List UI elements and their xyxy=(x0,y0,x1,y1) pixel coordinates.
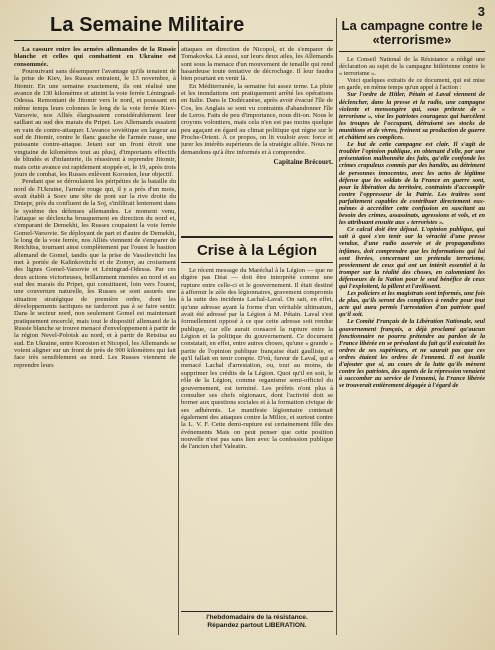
article-paragraph: Sur l'ordre de Hitler, Pétain et Laval viennent de déclencher, dans la presse et la radio, une campagne violente et mensongère qui, sous prétexte de « terrorisme », vise les patriotes courageux qui harcèlent les troupes de l'occupant, détruisent ses stocks de munitions et de vivres, freinent sa production de guerre et châtient ses complices. xyxy=(339,91,485,142)
article-paragraph: En Méditerranée, la semaine fut assez terne. La pluie et les inondations ont pratiquement arrêté les opérations en Italie. Dans le Dodécanèse, après avoir évacué l'île de Cos, les Anglais se sont vu contraints d'abandonner l'île de Leros. Faits de peu d'importance, nous dit-on. Nous le croyons volontiers, mais cela n'en est pas moins quelque peu agaçant en égard au climat politique qui règne sur le Proche-Orient. À ce propos, on lit vouloir avec force et jurer les intérêts supérieurs de la stratégie alliée. Nous ne demandons qu'à être informés et à comprendre. xyxy=(181,82,333,156)
footer-line-2: Répandez partout LIBERATION. xyxy=(207,622,307,629)
column-2-crise xyxy=(181,267,333,451)
footer-line-1: l'hebdomadaire de la résistance. xyxy=(206,614,308,621)
headline-rule xyxy=(14,40,333,41)
article-paragraph: Poursuivant sans désemparer l'avantage qu'ils tenaient de la prise de Kiev, les Russes entraient, le 13 novembre, à Jitomir. En une semaine exactement, ils ont réalisé une avance de 130 kilomètres et atteint la voie ferrée Léningrad-Odessa. Remontant de Jitomir vers le nord, et poussant en même temps leurs colonnes le long de la voie ferrée Kiev-Varsovie, nos Alliés élargissaient considérablement leur saillant au sud des marais du Pripet. Les Allemands essaient en vain de contre-attaquer. L'avance soviétique en largeur au sud de Jitomir, contre le flanc gauche de l'armée russe, une puissante contre-attaque. Jetant sur un front étroit une vingtaine de kilomètres tout au plus), d'importants effectifs de blindés et d'infanterie, ils réussirent à reprendre Jitomir, mais cette avance est rapidement stoppée et, le 19, après trois jours de combat, les Russes enlèvent Korosten, leur objectif. xyxy=(14,68,176,178)
headline-campagne-terrorisme: La campagne contre le «terrorisme» xyxy=(341,18,483,47)
column-1 xyxy=(14,46,176,369)
column-divider xyxy=(178,40,179,635)
article-paragraph: Voici quelques extraits de ce document, qui est mise en garde, en même temps qu'un appel à l'action : xyxy=(339,77,485,92)
article-paragraph: Le récent message du Maréchal à la Légion — que ne digère pas Déat — doit être interprété comme une rupture entre celle-ci et le gouvernement. Il était destiné à affermir le zèle des légionnaires, gravement compromis à la suite des incidents Lachal-Laval. On sait, en effet, qu'une adresse ayant la forme d'un véritable ultimatum, avait été adressé par la Légion à M. Pétain. Laval s'est formellement opposé à ce que cette adresse soit rendue publique, car elle aurait consacré la rupture entre la Légion et la politique du gouvernement. Ce document constatait, en effet, entre autres choses, qu'une « grande » partie de l'opinion publique française était gaulliste, et qu'il fallait en tenir compte. D'où, fureur de Laval, qui a menacé Lachal d'arrestation, ou, tout au moins, de supprimer les crédits de la Légion. Quoi qu'il en soit, le rôle de la Légion, comme organisme semi-officiel du gouvernement, est terminé. Les préfets n'ont plus à consulter ses chefs régionaux, dont l'activité doit se borner aux questions sociales et à la formation civique de ses adhérents. Le manifeste légionnaire contenait également des attaques contre la Milice, et surtout contre la L. V. F. Cette demi-rupture est certainement fille des événements Mais on peut penser que cette position nouvelle n'est pas sans lien avec la confession publique de l'ancien chef Valeatin. xyxy=(181,267,333,451)
article-paragraph: Le but de cette campagne est clair. Il s'agit de troubler l'opinion publique, en obtenant d'elle, par une présentation malhonnête des faits, qu'elle confonde les crimes crapuleux commis par des bandits, au détriment de personnes innocentes, avec les actes de légitime défense que les soldats de la France en guerre sont, pour la libération du territoire, contraints d'accomplir contre l'oppresseur de la Patrie. Les traîtres sont parfaitement capables de contribuer directement eux-mêmes à accréditer cette confusion en suscitant au besoin des crimes, assassinats, agressions et vols, et en les attribuant ensuite aux « terroristes ». xyxy=(339,141,485,227)
section-rule xyxy=(181,236,333,238)
article-paragraph: Pendant que se déroulaient les péripéties de la bataille du nord de l'Ukraine, l'armée rouge qui, il y a près d'un mois, avait établi à Soev une tête de pont sur la rive droite du Dniepr, près du confluent de la Soj, s'infiltrait lentement dans le système des défenses allemandes. Le moment venu, l'attaque se déclencha brusquement en direction du nord et, s'emparant de Demekhi, les Russes coupaient la voie ferrée Gomel-Varsovie. Se déployant de part et d'autre de Demekhi, le long de la voie ferrée, nos Alliés viennent de s'emparer de Retchitsa, tournant ainsi complètement par l'ouest le bastion allemand de Gomel, tandis que la prise de Vassilevitchi les met à portée de Kalinkovitchi et de Zomyr, au croisement des lignes Gomel-Varsovie et Léningrad-Odessa. Par ces deux actions victorieuses, brillamment menées au nord et au sud des marais du Pripet, qui constituent, loin vers l'ouest, une couverture naturelle, les Russes se sont assurés une situation stratégique de première ordre, dont les développements tactiques ne tarderont pas à se faire sentir. Dans le secteur nord, non seulement Gomel est maintenant pratiquement encerclé, mais tout le dispositif allemand de la Russie blanche se trouve menacé d'enveloppement à partir de la région Nevel-Polotsk au nord, et à partir de Retsitsa au sud. En Ukraine, entre Korosten et Nicopol, les Allemands se voient aligner sur un front de près de 900 kilomètres qui fait face très sensiblement au nord. Les Russes viennent de reprendre leurs xyxy=(14,178,176,369)
article-paragraph: Le Conseil National de la Résistance a rédigé une déclaration au sujet de la campagne hitlérienne contre le « terrorisme ». xyxy=(339,56,485,78)
article-paragraph: La cassure entre les armées allemandes de la Russie blanche et celles qui combattent en Ukraine est consommée. xyxy=(14,46,176,68)
headline-rule-right xyxy=(339,51,485,52)
article-paragraph: attaques en direction de Nicopol, et de s'emparer de Tomakovka. Là aussi, sur leurs deux ailes, les Allemands sont sous la menace d'un mouvement de tenaille qui rend hasardeuse toute tentative de décrochage. Il leur faudra bien pourtant en venir là. xyxy=(181,46,333,83)
article-paragraph: Les policiers et les magistrats sont informés, une fois de plus, qu'ils seront des complices à rendre pour tout acte qui aura permis l'arrestation d'un patriote quel qu'il soit. xyxy=(339,290,485,319)
column-3 xyxy=(339,56,485,389)
article-paragraph: Ce calcul doit être déjoué. L'opinion publique, qui sait à quoi s'en tenir sur la véracité d'une presse vendue, d'une radio asservie et de propagandistes infâmes, doit comprendre que les informations qui lui sont livrées, concernant un prétendu terrorisme, proviennent de ceux qui ont un intérêt essentiel à la tromper sur la réalité des choses, en calomniant les défenseurs de la Nation pour le seul bénéfice de ceux qui l'exploitent, la pillent et l'avilissent. xyxy=(339,226,485,290)
page-number: 3 xyxy=(477,4,485,19)
column-2 xyxy=(181,46,333,167)
headline-crise-legion: Crise à la Légion xyxy=(196,242,318,259)
column-divider xyxy=(336,18,337,635)
footer-slogan xyxy=(181,611,333,630)
article-paragraph: Le Comité Français de la Libération Nationale, seul gouvernement français, a déjà proclamé qu'aucun fonctionnaire ne pourra prétendre au pardon de la France libérée en se prévalant du fait qu'il exécutait les ordres de ses supérieurs, et ne saurait pas que ces ordres étaient les ordres de l'ennemi. Il est inutile d'ajouter que si, au cours de la lutte qu'ils mènent contre les patriotes, des agents de la répression venaient à succomber au service de l'ennemi, la France libérée se trouverait entièrement dégagée à l'égard de xyxy=(339,318,485,390)
headline-rule-crise xyxy=(181,262,333,263)
article-signature: Capitaine Brécourt. xyxy=(273,159,333,167)
headline-semaine-militaire: La Semaine Militaire xyxy=(50,14,245,36)
